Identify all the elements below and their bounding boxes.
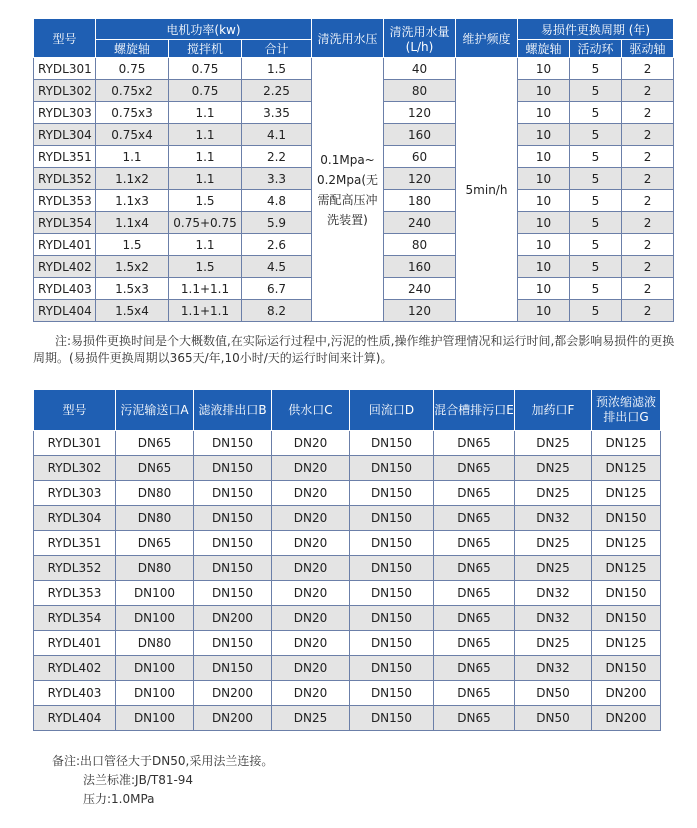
cell-port-e: DN65 <box>434 456 515 481</box>
cell-water: 180 <box>384 190 456 212</box>
cell-parts-ring: 5 <box>570 190 622 212</box>
cell-model: RYDL403 <box>34 278 96 300</box>
header-screw: 螺旋轴 <box>96 40 169 58</box>
cell-model: RYDL352 <box>34 168 96 190</box>
cell-port-d: DN150 <box>350 631 434 656</box>
cell-screw: 1.1x4 <box>96 212 169 234</box>
cell-parts-screw: 10 <box>518 234 570 256</box>
cell-model: RYDL402 <box>34 256 96 278</box>
cell-parts-ring: 5 <box>570 168 622 190</box>
cell-parts-drive: 2 <box>622 58 674 80</box>
header-model: 型号 <box>34 390 116 431</box>
cell-screw: 1.1x3 <box>96 190 169 212</box>
cell-port-d: DN150 <box>350 656 434 681</box>
cell-port-g: DN125 <box>592 556 661 581</box>
cell-port-g: DN125 <box>592 431 661 456</box>
cell-port-a: DN100 <box>116 656 194 681</box>
cell-port-d: DN150 <box>350 531 434 556</box>
header-mixer: 搅拌机 <box>169 40 242 58</box>
cell-parts-screw: 10 <box>518 146 570 168</box>
cell-port-a: DN100 <box>116 681 194 706</box>
table-row <box>34 656 661 681</box>
cell-port-c: DN20 <box>272 456 350 481</box>
cell-parts-screw: 10 <box>518 212 570 234</box>
cell-port-f: DN32 <box>515 656 592 681</box>
cell-parts-ring: 5 <box>570 102 622 124</box>
cell-mixer: 1.1 <box>169 146 242 168</box>
cell-parts-screw: 10 <box>518 124 570 146</box>
cell-model: RYDL301 <box>34 58 96 80</box>
cell-parts-ring: 5 <box>570 234 622 256</box>
header-port-f: 加药口F <box>515 390 592 431</box>
header-port-b: 滤液排出口B <box>194 390 272 431</box>
cell-port-b: DN150 <box>194 581 272 606</box>
cell-total: 3.3 <box>242 168 312 190</box>
cell-model: RYDL353 <box>34 190 96 212</box>
cell-model: RYDL302 <box>34 80 96 102</box>
cell-model: RYDL351 <box>34 531 116 556</box>
header-port-g: 预浓缩滤液排出口G <box>592 390 661 431</box>
cell-model: RYDL302 <box>34 456 116 481</box>
cell-total: 4.5 <box>242 256 312 278</box>
cell-port-a: DN80 <box>116 631 194 656</box>
header-total: 合计 <box>242 40 312 58</box>
cell-parts-screw: 10 <box>518 168 570 190</box>
cell-port-c: DN20 <box>272 506 350 531</box>
cell-port-a: DN80 <box>116 506 194 531</box>
table-row <box>34 481 661 506</box>
cell-parts-drive: 2 <box>622 102 674 124</box>
cell-mixer: 1.1+1.1 <box>169 278 242 300</box>
cell-model: RYDL354 <box>34 606 116 631</box>
cell-parts-drive: 2 <box>622 80 674 102</box>
cell-parts-screw: 10 <box>518 190 570 212</box>
cell-water: 240 <box>384 212 456 234</box>
cell-model: RYDL304 <box>34 124 96 146</box>
cell-port-a: DN80 <box>116 556 194 581</box>
cell-model: RYDL402 <box>34 656 116 681</box>
cell-total: 2.2 <box>242 146 312 168</box>
cell-water: 120 <box>384 102 456 124</box>
cell-water: 120 <box>384 168 456 190</box>
cell-port-d: DN150 <box>350 706 434 731</box>
cell-parts-drive: 2 <box>622 234 674 256</box>
table-row <box>34 456 661 481</box>
cell-port-d: DN150 <box>350 506 434 531</box>
cell-parts-screw: 10 <box>518 80 570 102</box>
cell-port-g: DN125 <box>592 531 661 556</box>
header-parts-ring: 活动环 <box>570 40 622 58</box>
cell-mixer: 0.75 <box>169 58 242 80</box>
cell-port-g: DN150 <box>592 606 661 631</box>
cell-port-e: DN65 <box>434 606 515 631</box>
cell-parts-drive: 2 <box>622 256 674 278</box>
cell-port-d: DN150 <box>350 431 434 456</box>
cell-parts-screw: 10 <box>518 300 570 322</box>
cell-port-g: DN200 <box>592 706 661 731</box>
cell-port-e: DN65 <box>434 556 515 581</box>
cell-mixer: 0.75+0.75 <box>169 212 242 234</box>
cell-water: 40 <box>384 58 456 80</box>
table-row <box>34 556 661 581</box>
table-row <box>34 506 661 531</box>
cell-parts-ring: 5 <box>570 278 622 300</box>
cell-port-g: DN125 <box>592 631 661 656</box>
cell-mixer: 1.1 <box>169 102 242 124</box>
cell-port-a: DN100 <box>116 581 194 606</box>
cell-wash-pressure: 0.1Mpa~ 0.2Mpa(无需配高压冲洗装置) <box>312 58 384 322</box>
cell-port-g: DN125 <box>592 481 661 506</box>
cell-port-e: DN65 <box>434 706 515 731</box>
cell-port-b: DN150 <box>194 656 272 681</box>
cell-screw: 1.5 <box>96 234 169 256</box>
cell-port-f: DN25 <box>515 456 592 481</box>
cell-port-g: DN125 <box>592 456 661 481</box>
cell-parts-screw: 10 <box>518 256 570 278</box>
cell-mixer: 1.1 <box>169 234 242 256</box>
cell-port-f: DN25 <box>515 431 592 456</box>
cell-parts-drive: 2 <box>622 212 674 234</box>
cell-total: 5.9 <box>242 212 312 234</box>
remark-pressure: 压力:1.0MPa <box>83 792 155 806</box>
cell-port-d: DN150 <box>350 481 434 506</box>
header-wear-parts: 易损件更换周期 (年) <box>518 19 674 40</box>
cell-port-d: DN150 <box>350 681 434 706</box>
cell-port-b: DN150 <box>194 506 272 531</box>
cell-parts-ring: 5 <box>570 212 622 234</box>
cell-port-e: DN65 <box>434 431 515 456</box>
cell-port-d: DN150 <box>350 606 434 631</box>
header-motor-power: 电机功率(kw) <box>96 19 312 40</box>
cell-total: 4.8 <box>242 190 312 212</box>
cell-port-d: DN150 <box>350 581 434 606</box>
cell-water: 80 <box>384 234 456 256</box>
cell-model: RYDL301 <box>34 431 116 456</box>
cell-mixer: 1.1 <box>169 168 242 190</box>
cell-port-b: DN200 <box>194 681 272 706</box>
cell-port-c: DN20 <box>272 531 350 556</box>
cell-parts-drive: 2 <box>622 146 674 168</box>
cell-port-b: DN150 <box>194 431 272 456</box>
header-wash-water <box>384 19 456 58</box>
cell-screw: 0.75x3 <box>96 102 169 124</box>
cell-total: 6.7 <box>242 278 312 300</box>
cell-model: RYDL404 <box>34 300 96 322</box>
cell-port-a: DN100 <box>116 706 194 731</box>
table-row <box>34 631 661 656</box>
cell-total: 3.35 <box>242 102 312 124</box>
cell-port-b: DN150 <box>194 481 272 506</box>
cell-model: RYDL401 <box>34 234 96 256</box>
cell-port-c: DN20 <box>272 581 350 606</box>
cell-model: RYDL351 <box>34 146 96 168</box>
cell-mixer: 1.5 <box>169 256 242 278</box>
table-row <box>34 606 661 631</box>
cell-parts-ring: 5 <box>570 300 622 322</box>
cell-water: 80 <box>384 80 456 102</box>
cell-port-b: DN150 <box>194 456 272 481</box>
cell-model: RYDL303 <box>34 102 96 124</box>
header-port-a: 污泥输送口A <box>116 390 194 431</box>
cell-port-c: DN20 <box>272 606 350 631</box>
header-wash-water-line1: 清洗用水量 <box>389 24 450 39</box>
cell-mixer: 1.1 <box>169 124 242 146</box>
cell-water: 120 <box>384 300 456 322</box>
cell-parts-ring: 5 <box>570 146 622 168</box>
cell-water: 160 <box>384 256 456 278</box>
remark-outlet: 备注:出口管径大于DN50,采用法兰连接。 <box>52 754 274 768</box>
cell-port-c: DN20 <box>272 681 350 706</box>
cell-port-f: DN32 <box>515 606 592 631</box>
table-row <box>34 581 661 606</box>
cell-port-b: DN150 <box>194 531 272 556</box>
cell-parts-screw: 10 <box>518 58 570 80</box>
cell-port-g: DN150 <box>592 581 661 606</box>
cell-screw: 1.1x2 <box>96 168 169 190</box>
cell-port-g: DN150 <box>592 656 661 681</box>
cell-port-e: DN65 <box>434 581 515 606</box>
cell-screw: 0.75x4 <box>96 124 169 146</box>
cell-port-f: DN25 <box>515 531 592 556</box>
cell-port-b: DN200 <box>194 706 272 731</box>
cell-port-f: DN25 <box>515 631 592 656</box>
cell-mixer: 0.75 <box>169 80 242 102</box>
cell-port-e: DN65 <box>434 631 515 656</box>
cell-port-d: DN150 <box>350 556 434 581</box>
cell-port-g: DN200 <box>592 681 661 706</box>
cell-port-f: DN25 <box>515 556 592 581</box>
cell-port-a: DN65 <box>116 431 194 456</box>
cell-port-e: DN65 <box>434 656 515 681</box>
cell-screw: 1.1 <box>96 146 169 168</box>
table-row <box>34 531 661 556</box>
cell-maintenance-frequency: 5min/h <box>456 58 518 322</box>
header-wash-water-line2: (L/h) <box>405 39 434 54</box>
table-row <box>34 58 674 80</box>
cell-port-a: DN65 <box>116 531 194 556</box>
cell-model: RYDL304 <box>34 506 116 531</box>
cell-port-f: DN25 <box>515 481 592 506</box>
cell-port-a: DN100 <box>116 606 194 631</box>
port-size-table <box>33 389 661 731</box>
cell-port-f: DN32 <box>515 581 592 606</box>
header-model: 型号 <box>34 19 96 58</box>
header-wash-pressure: 清洗用水压 <box>312 19 384 58</box>
cell-total: 2.6 <box>242 234 312 256</box>
cell-port-b: DN150 <box>194 631 272 656</box>
cell-port-f: DN32 <box>515 506 592 531</box>
cell-total: 1.5 <box>242 58 312 80</box>
cell-model: RYDL403 <box>34 681 116 706</box>
wear-parts-note-text: 注:易损件更换时间是个大概数值,在实际运行过程中,污泥的性质,操作维护管理情况和运行时间,都会影响易损件的更换周期。(易损件更换周期以365天/年,10小时/天的运行时间来计算)。 <box>33 334 675 365</box>
cell-parts-ring: 5 <box>570 124 622 146</box>
cell-port-e: DN65 <box>434 481 515 506</box>
cell-water: 160 <box>384 124 456 146</box>
cell-port-e: DN65 <box>434 506 515 531</box>
header-parts-drive: 驱动轴 <box>622 40 674 58</box>
cell-model: RYDL352 <box>34 556 116 581</box>
header-parts-screw: 螺旋轴 <box>518 40 570 58</box>
cell-model: RYDL404 <box>34 706 116 731</box>
cell-port-c: DN20 <box>272 481 350 506</box>
cell-port-a: DN80 <box>116 481 194 506</box>
cell-water: 240 <box>384 278 456 300</box>
cell-port-c: DN20 <box>272 556 350 581</box>
cell-port-c: DN20 <box>272 656 350 681</box>
cell-port-b: DN200 <box>194 606 272 631</box>
cell-model: RYDL354 <box>34 212 96 234</box>
cell-port-c: DN25 <box>272 706 350 731</box>
cell-parts-drive: 2 <box>622 124 674 146</box>
cell-port-d: DN150 <box>350 456 434 481</box>
header-port-e: 混合槽排污口E <box>434 390 515 431</box>
cell-model: RYDL303 <box>34 481 116 506</box>
specification-table <box>33 18 674 322</box>
cell-port-b: DN150 <box>194 556 272 581</box>
table-row <box>34 431 661 456</box>
cell-port-g: DN150 <box>592 506 661 531</box>
cell-screw: 1.5x2 <box>96 256 169 278</box>
cell-total: 8.2 <box>242 300 312 322</box>
cell-port-e: DN65 <box>434 531 515 556</box>
remarks <box>52 752 273 809</box>
cell-mixer: 1.1+1.1 <box>169 300 242 322</box>
cell-model: RYDL401 <box>34 631 116 656</box>
cell-port-a: DN65 <box>116 456 194 481</box>
cell-mixer: 1.5 <box>169 190 242 212</box>
remark-flange-standard: 法兰标准:JB/T81-94 <box>83 773 194 787</box>
header-port-d: 回流口D <box>350 390 434 431</box>
cell-screw: 0.75 <box>96 58 169 80</box>
cell-parts-ring: 5 <box>570 256 622 278</box>
wear-parts-note <box>33 333 678 367</box>
header-maintenance-frequency: 维护频度 <box>456 19 518 58</box>
cell-parts-drive: 2 <box>622 278 674 300</box>
table-row <box>34 706 661 731</box>
cell-port-c: DN20 <box>272 631 350 656</box>
cell-port-c: DN20 <box>272 431 350 456</box>
cell-parts-ring: 5 <box>570 58 622 80</box>
cell-port-e: DN65 <box>434 681 515 706</box>
cell-screw: 1.5x4 <box>96 300 169 322</box>
cell-total: 2.25 <box>242 80 312 102</box>
cell-screw: 0.75x2 <box>96 80 169 102</box>
cell-screw: 1.5x3 <box>96 278 169 300</box>
cell-port-f: DN50 <box>515 706 592 731</box>
cell-parts-screw: 10 <box>518 102 570 124</box>
cell-parts-drive: 2 <box>622 300 674 322</box>
cell-model: RYDL353 <box>34 581 116 606</box>
cell-parts-ring: 5 <box>570 80 622 102</box>
cell-parts-drive: 2 <box>622 190 674 212</box>
cell-total: 4.1 <box>242 124 312 146</box>
cell-parts-screw: 10 <box>518 278 570 300</box>
header-port-c: 供水口C <box>272 390 350 431</box>
cell-port-f: DN50 <box>515 681 592 706</box>
table-row <box>34 681 661 706</box>
cell-parts-drive: 2 <box>622 168 674 190</box>
cell-water: 60 <box>384 146 456 168</box>
